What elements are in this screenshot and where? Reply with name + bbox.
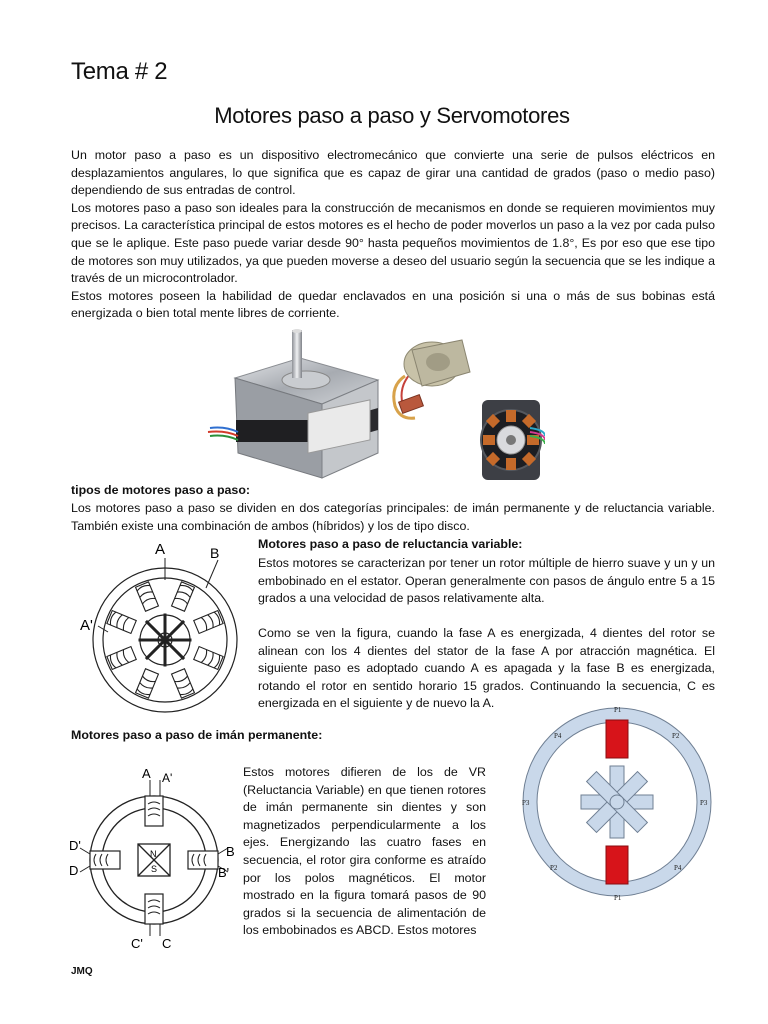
vr-stator-pole (107, 611, 136, 634)
pole-label-p1-bottom: P1 (614, 894, 622, 902)
permanent-magnet-diagram (68, 764, 240, 950)
vr-heading: Motores paso a paso de reluctancia variable: (258, 537, 523, 551)
pole-red-bottom (606, 846, 628, 884)
pm-text: Estos motores difieren de los de VR (Reluctancia Variable) en que tienen rotores de imán permanente sin dientes y son magnetizados perpendicularmente a los ejes. Energizando las cuatro fases en secuencia, el rotor gira conforme es atraído por los polos magnéticos. El motor mostrado en la figura tomará pasos de 90 grados si la secuencia de alimentación de los embobinados es ABCD. Estos motores (243, 765, 486, 938)
vr-stator-pole (136, 669, 159, 698)
intro-text (71, 147, 715, 323)
document-subtitle: Motores paso a paso y Servomotores (214, 103, 570, 128)
pm-label-d: D (69, 863, 79, 878)
pm-label-a-prime: A' (162, 771, 173, 785)
pm-label-b: B (226, 844, 235, 859)
pm-label-s: S (151, 864, 158, 874)
document-title: Tema # 2 (71, 58, 168, 85)
pole-label-p3-left: P3 (522, 799, 530, 807)
vr-text-2: Como se ven la figura, cuando la fase A es energizada, 4 dientes del rotor se alinean con los 4 dientes del stator de la fase A por atracción magnética. El siguiente paso es adoptado cuando A es apagada y la fase B es energizada, rotando el rotor en sentido horario 15 grados. Continuando la secuencia, C es energizada en el siguiente y de nuevo la A. (258, 626, 715, 711)
pm-label-c-prime: C' (131, 936, 143, 950)
vr-stator-pole (172, 582, 195, 611)
pm-label-b-prime: B' (218, 865, 230, 880)
pole-label-p2-right: P2 (672, 732, 680, 740)
intro-paragraph: Los motores paso a paso son ideales para la construcción de mecanismos en donde se requieren movimientos muy precisos. La característica principal de estos motores es el hecho de poder moverlos un paso a la vez por cada pulso que se le aplique. Este paso puede variar desde 90° hasta pequeños movimientos de 1.8°, Es por eso que ese tipo de motores son muy utilizados, ya que pueden moverse a deseo del usuario según la secuencia que se les indique a través de un microcontrolador. (71, 200, 715, 286)
vr-stator-pole (194, 647, 223, 670)
pole-diagram (494, 700, 726, 932)
stepper-motors-photo (200, 328, 545, 486)
pole-label-p3-right: P3 (700, 799, 708, 807)
pm-label-c: C (162, 936, 172, 950)
pole-red-top (606, 720, 628, 758)
pole-label-p4-right: P4 (674, 864, 682, 872)
types-heading: tipos de motores paso a paso: (71, 483, 251, 497)
vr-stator-pole (136, 582, 159, 611)
vr-stator-pole (194, 611, 223, 634)
pole-label-p2-left: P2 (550, 864, 558, 872)
vr-label-a: A (155, 541, 166, 558)
footer-initials: JMQ (71, 966, 93, 977)
variable-reluctance-diagram (78, 540, 253, 718)
vr-text: Estos motores se caracterizan por tener un rotor múltiple de hierro suave y un y un embobinado en el estator. Operan generalmente con pasos de ángulo entre 5 a 15 grados a una velocidad de pasos relativamente alta. (258, 556, 715, 606)
pole-label-p1-top: P1 (614, 706, 622, 714)
vr-stator-pole (107, 647, 136, 670)
pm-label-n: N (150, 849, 157, 859)
pm-heading: Motores paso a paso de imán permanente: (71, 728, 323, 742)
types-text: Los motores paso a paso se dividen en dos categorías principales: de imán permanente y de reluctancia variable. También existe una combinación de ambos (híbridos) y los de tipo disco. (71, 501, 715, 533)
vr-label-a-prime: A' (80, 617, 93, 634)
pole-label-p4-left: P4 (554, 732, 562, 740)
pm-label-a: A (142, 766, 151, 781)
intro-paragraph: Un motor paso a paso es un dispositivo electromecánico que convierte una serie de pulsos eléctricos en desplazamientos angulares, lo que significa que es capaz de girar una cantidad de grados (paso o medio paso) dependiendo de sus entradas de control. (71, 148, 715, 198)
intro-paragraph: Estos motores poseen la habilidad de quedar enclavados en una posición si una o más de sus bobinas está energizada o bien total mente libres de corriente. (71, 288, 715, 321)
vr-stator-pole (172, 669, 195, 698)
pm-label-d-prime: D' (69, 838, 81, 853)
vr-label-b: B (210, 545, 220, 561)
